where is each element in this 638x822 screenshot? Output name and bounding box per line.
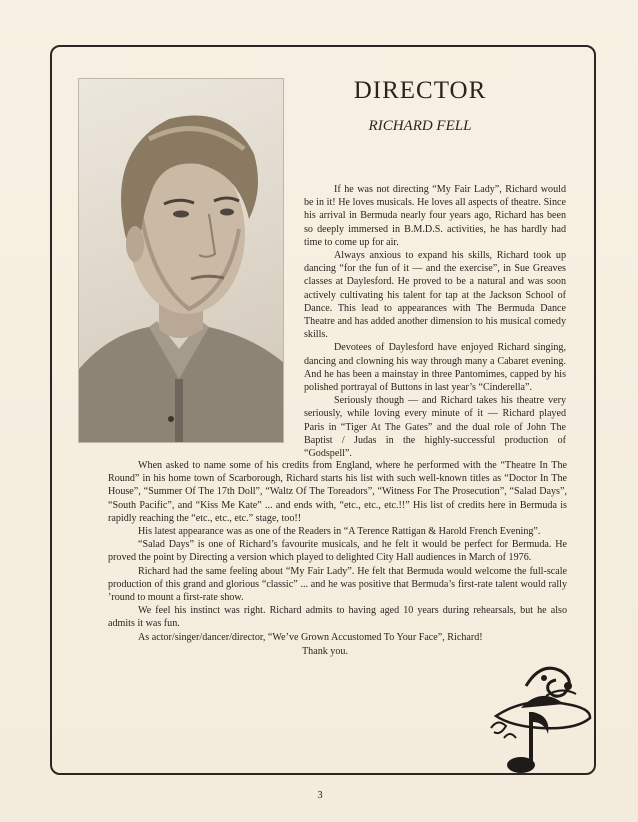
paragraph: Devotees of Daylesford have enjoyed Richard singing, dancing and clowning his way through many a Cabaret evening. And he has been a mainstay in three Pantomimes, capped by his polished portrayal of Buttons in last year’s “Cinderella”. bbox=[304, 342, 566, 394]
paragraph: His latest appearance was as one of the Readers in “A Terence Rattigan & Harold French Evening”. bbox=[138, 526, 541, 538]
body-text bbox=[108, 459, 567, 644]
paragraph: We feel his instinct was right. Richard admits to having aged 10 years during rehearsals, but he also admits it was fun. bbox=[108, 605, 567, 630]
column-text bbox=[304, 183, 566, 460]
paragraph: If he was not directing “My Fair Lady”, Richard would be in it! He loves musicals. He loves all aspects of theatre. Since his arrival in Bermuda nearly four years ago, Richard has been so deeply immersed in B.M.D.S. activities, he has hardly had time to come up for air. bbox=[304, 184, 566, 248]
paragraph: “Salad Days” is one of Richard’s favourite musicals, and he felt it would be perfect for Bermuda. He proved the point by Directing a version which played to delighted City Hall audiences in March of 1976. bbox=[108, 539, 567, 564]
hat-music-note-ornament bbox=[486, 656, 594, 776]
page-title: DIRECTOR bbox=[353, 77, 487, 104]
portrait-illustration bbox=[79, 79, 284, 443]
paragraph: As actor/singer/dancer/director, “We’ve Grown Accustomed To Your Face”, Richard! bbox=[138, 631, 483, 643]
page-number: 3 bbox=[317, 790, 323, 801]
director-name: RICHARD FELL bbox=[368, 118, 472, 134]
paragraph: Richard had the same feeling about “My Fair Lady”. He felt that Bermuda would welcome the full-scale production of this grand and glorious “classic” ... and he was positive that Bermuda’s first-rate talent would rally ’round to mount a first-rate show. bbox=[108, 565, 567, 604]
closing-text: Thank you. bbox=[302, 646, 348, 657]
paragraph: Always anxious to expand his skills, Richard took up dancing “for the fun of it — and the exercise”, in Sue Greaves classes at Daylesford. He proved to be a natural and was soon actively cultivating his talent for tap at the Jackson School of Dance. This lead to appearances with The Bermuda Dance Theatre and has added another dimension to his musical comedy skills. bbox=[304, 250, 566, 341]
paragraph: When asked to name some of his credits from England, where he performed with the “Theatre In The Round” in his home town of Scarborough, Richard starts his list with such well-known titles as “Doctor In The House”, “Summer Of The 17th Doll”, “Waltz Of The Toreadors”, “Witness For The Prosecution”, “Salad Days”, “South Pacific”, and “Kiss Me Kate” ... and ends with, “etc., etc., etc.!!” His list of credits here in Bermuda is rapidly reaching the “etc., etc., etc.” stage, too!! bbox=[108, 460, 567, 524]
portrait-photo bbox=[78, 78, 284, 443]
paragraph: Seriously though — and Richard takes his theatre very seriously, while loving every minute of it — Richard played Paris in “Tiger At The Gates” and the dual role of John The Baptist / Judas in the highly-successful production of “Godspell”. bbox=[304, 395, 566, 460]
